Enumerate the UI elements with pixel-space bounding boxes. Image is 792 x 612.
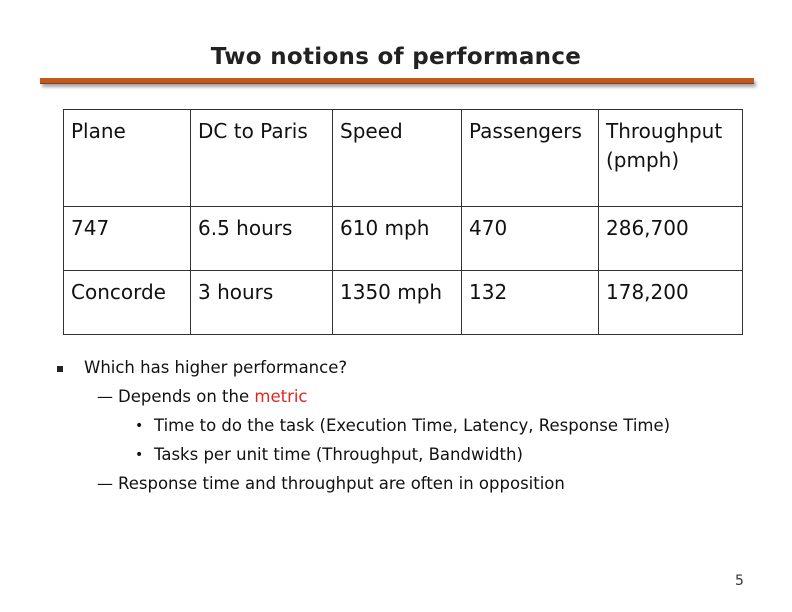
table-header-row xyxy=(64,110,743,207)
table-cell: 178,200 xyxy=(599,271,743,335)
table-cell: 132 xyxy=(462,271,599,335)
table-cell: 747 xyxy=(64,207,191,271)
square-bullet-icon xyxy=(57,366,63,372)
table-row xyxy=(64,271,743,335)
table-header-cell: Passengers xyxy=(462,110,599,207)
table-cell: 286,700 xyxy=(599,207,743,271)
table-row xyxy=(64,207,743,271)
bullet-sub1-item: Time to do the task (Execution Time, Latency, Response Time) xyxy=(154,416,671,435)
table-header-cell: Speed xyxy=(333,110,462,207)
bullet-sub2: Response time and throughput are often in opposition xyxy=(118,474,565,493)
bullet-sub1-text: Depends on the xyxy=(118,387,255,406)
table-header-cell xyxy=(599,110,743,207)
table-header-cell: DC to Paris xyxy=(191,110,333,207)
throughput-header-line1: Throughput xyxy=(606,119,723,143)
table-cell: 470 xyxy=(462,207,599,271)
bullet-sub1 xyxy=(118,387,308,406)
bullet-sub1-item: Tasks per unit time (Throughput, Bandwidth) xyxy=(154,445,523,464)
page-number: 5 xyxy=(735,573,744,589)
dash-bullet-icon: — xyxy=(97,474,113,493)
dash-bullet-icon: — xyxy=(97,387,113,406)
bullet-main: Which has higher performance? xyxy=(84,358,348,377)
table-cell: Concorde xyxy=(64,271,191,335)
slide-title: Two notions of performance xyxy=(210,44,582,70)
performance-table xyxy=(63,109,743,335)
table-cell: 610 mph xyxy=(333,207,462,271)
metric-highlight: metric xyxy=(254,387,308,406)
table-header-cell: Plane xyxy=(64,110,191,207)
throughput-header-line2: (pmph) xyxy=(606,148,680,172)
title-divider xyxy=(40,78,754,84)
dot-bullet-icon: • xyxy=(135,447,144,463)
table-cell: 6.5 hours xyxy=(191,207,333,271)
table-cell: 3 hours xyxy=(191,271,333,335)
table-cell: 1350 mph xyxy=(333,271,462,335)
dot-bullet-icon: • xyxy=(135,418,144,434)
